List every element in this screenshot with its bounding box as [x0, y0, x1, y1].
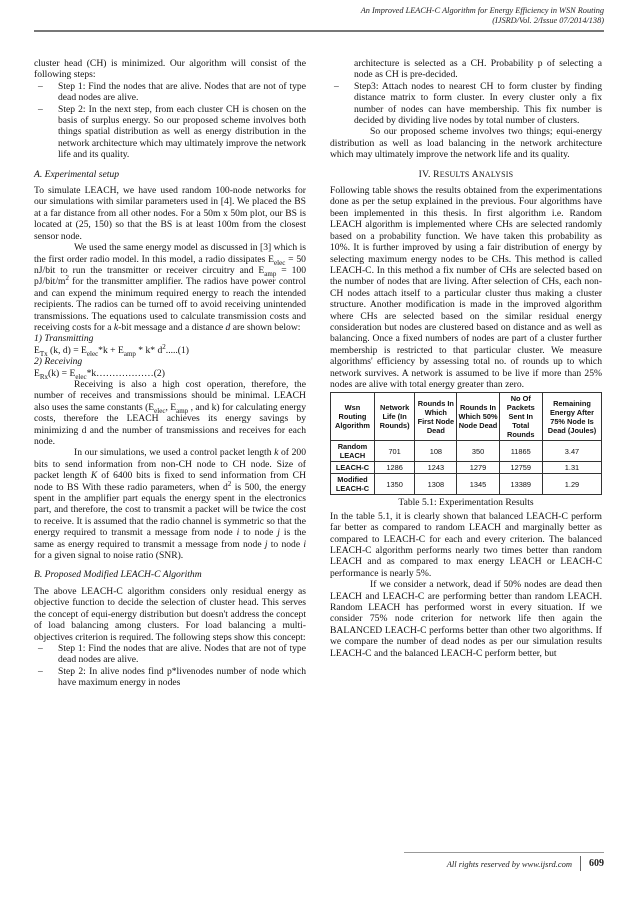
table-cell: LEACH-C — [331, 462, 375, 474]
paragraph: If we consider a network, dead if 50% nodes are dead then LEACH and LEACH-C are performing better than random LEACH. Random LEACH has performed worst in every situation. If we consider 75% node criterion for network life then again the BALANCED LEACH-C performs better than other two algorithms. If we compare the number of dead nodes as per our simulation results LEACH-C and the balanced LEACH-C perform better, but — [330, 579, 602, 659]
table-cell: 1350 — [374, 474, 414, 495]
paragraph-results: Following table shows the results obtained from the experimentations done as per the setup explained in the previous. Four algorithms have been implemented in this thesis. In first algorithm i.e. Random LEACH algorithm is implemented where CHs are selected randomly based on a probability function. We have taken this probability as 10%. It is further improved by using a fair distribution of energy by selecting maximum energy nodes to be CHs. This method is called LEACH-C. In this method a fix number of CHs are selected based on the number of nodes that are living. After selection of CHs, each non-CH nodes attach itself to a particular cluster thus making a cluster structure. Another modification is made in the improved algorithm where CHs are selected based on the similar residual energy consideration but nodes are clustered based on distance and as well as balancing. Once a fixed numbers of nodes are part of a cluster further membership is restricted to that particular cluster. We measure algorithms' efficiency by assessing total no. of rounds up to which network survives. A network is assumed to be live if more than 25% nodes are alive with total energy greater than zero. — [330, 185, 602, 390]
column-header: Network Life (In Rounds) — [374, 393, 414, 441]
table-header-row — [331, 393, 602, 441]
table-cell: 1.29 — [542, 474, 601, 495]
paragraph: So our proposed scheme involves two things; equi-energy distribution as well as load balancing in the network architecture which may ultimately improve the network life and its quality. — [330, 126, 602, 161]
column-header: Rounds In Which 50% Node Dead — [457, 393, 499, 441]
list-item: – Step 2: In the next step, from each cluster CH is chosen on the basis of surplus energy. So our proposed scheme involves both things spatial distribution as well as energy distribution in the network architecture which may ultimately improve the network life and its quality. — [38, 103, 306, 161]
subheading-transmitting: 1) Transmitting — [34, 333, 94, 345]
step-list-1 — [34, 81, 306, 161]
table-cell: 108 — [415, 441, 457, 462]
footer-rule — [404, 852, 604, 853]
section-heading-proposed: B. Proposed Modified LEACH-C Algorithm — [34, 569, 202, 581]
paragraph: In the table 5.1, it is clearly shown that balanced LEACH-C perform far better as compared to random LEACH and marginally better as compared to LEACH-C for each and every criterion. The balanced LEACH-C algorithm performs nearly two times better than random LEACH and as compared to max energy LEACH or LEACH-C performance is nearly 5%. — [330, 510, 602, 579]
table-caption: Table 5.1: Experimentation Results — [398, 497, 534, 509]
dash-bullet-icon: – — [38, 103, 43, 115]
equation-2: $E_{Rx}(k)$ = $E_{elec}*k\dots\dots\dots\dots\dots\dots(2)$ — [34, 367, 165, 381]
table-cell: Modified LEACH-C — [331, 474, 375, 495]
table-cell: 13389 — [499, 474, 542, 495]
table-cell: 1279 — [457, 462, 499, 474]
running-header — [361, 6, 604, 26]
column-header: Rounds In Which First Node Dead — [415, 393, 457, 441]
step-list-2 — [34, 643, 306, 689]
equation-1: $E_{Tx}$ (k, $d) = E_{elec}*k + E_{amp} * k*$ $d^2.....(1)$ — [34, 342, 189, 358]
table-cell: 1.31 — [542, 462, 601, 474]
list-item: – Step 2: In alive nodes find p*livenodes number of node which have maximum energy in nodes — [38, 665, 306, 689]
list-item: – Step 1: Find the nodes that are alive. Nodes that are not of type dead nodes are alive. — [38, 642, 306, 666]
table-cell: Random LEACH — [331, 441, 375, 462]
column-header: No Of Packets Sent In Total Rounds — [499, 393, 542, 441]
footer-rights-text: All rights reserved by www.ijsrd.com — [446, 858, 572, 869]
page-number: 609 — [580, 856, 604, 871]
header-title: An Improved LEACH-C Algorithm for Energy Efficiency in WSN Routing — [360, 6, 604, 15]
header-volume: (IJSRD/Vol. 2/Issue 07/2014/138) — [492, 16, 604, 25]
table-row — [331, 474, 602, 495]
table-cell: 1243 — [415, 462, 457, 474]
table-cell: 701 — [374, 441, 414, 462]
dash-bullet-icon: – — [334, 80, 339, 92]
table-cell: 12759 — [499, 462, 542, 474]
table-row — [331, 462, 602, 474]
table-cell: 11865 — [499, 441, 542, 462]
table-row — [331, 441, 602, 462]
intro-paragraph: cluster head (CH) is minimized. Our algorithm will consist of the following steps: — [34, 58, 306, 81]
paragraph: The above LEACH-C algorithm considers only residual energy as objective function to decide the selection of cluster head. This serves the concept of equi-energy distribution but doesn't address the concept of load balancing among clusters. For load balancing a multi-objectives criterion is required. The following steps show this concept: — [34, 585, 306, 643]
right-column — [330, 58, 602, 659]
table-cell: 1286 — [374, 462, 414, 474]
left-column — [34, 58, 306, 689]
table-cell: 350 — [457, 441, 499, 462]
dash-bullet-icon: – — [38, 665, 43, 677]
paragraph-energy-model: We used the same energy model as discussed in [3] which is the first order radio model. In this model, a radio dissipates $E_{elec} = 50$ nJ/bit to run the transmitter or receiver circuitry and $E_{amp} = 100$ $pJ/bit/m^2$ for the transmitter amplifier. The radios have power control and can expend the minimum required energy to reach the intended recipients. The radios can be turned off to avoid receiving unintended transmissions. The equations used to calculate transmission costs and receiving costs for a k-bit message and a distance d are shown below: — [34, 242, 306, 333]
paragraph-simulations: In our simulations, we used a control packet length k of 200 bits to send information from non-CH node to CH node. Size of packet length K of 6400 bits is fixed to send information from CH node to BS With these radio parameters, when $d^2$ is 500, the energy spent in the amplifier part equals the energy spent in the electronics part, and therefore, the cost to transmit a packet will be twice the cost to receive. It is assumed that the radio channel is symmetric so that the energy required to transmit a message from node i to node j is the same as energy required to transmit a message from node j to node i for a given signal to noise ratio (SNR). — [34, 447, 307, 562]
results-table — [330, 392, 602, 495]
list-item: – Step3: Attach nodes to nearest CH to form cluster by finding distance matrix to form cluster. In every cluster only a fix number of nodes can have membership. This fix number is decided by dividing live nodes by total number of clusters. — [334, 80, 602, 127]
dash-bullet-icon: – — [38, 80, 43, 92]
list-item: architecture is selected as a CH. Probability p of selecting a node as CH is pre-decided. — [354, 58, 602, 81]
table-cell: 1308 — [415, 474, 457, 495]
table-cell: 3.47 — [542, 441, 601, 462]
page-footer — [447, 856, 604, 871]
dash-bullet-icon: – — [38, 642, 43, 654]
paragraph: To simulate LEACH, we have used random 100-node networks for our simulations with similar parameters used in [4]. We placed the BS at a far distance from all other nodes. For a 50m x 50m plot, our BS is located at (25, 150) so that the BS is at least 100m from the closest sensor node. — [34, 185, 306, 242]
step-list-2-continued — [330, 58, 602, 126]
column-header: Wsn Routing Algorithm — [331, 393, 375, 441]
section-heading-results: IV. RESULTS ANALYSIS — [418, 168, 514, 180]
paragraph-receiving-cost: Receiving is also a high cost operation, therefore, the number of receives and transmissions should be minimal. LEACH also uses the same constants ($E_{elec}$, $E_{amp}$ , and k) for calculating energy costs, therefore the LEACH achieves its energy savings by minimizing d and the number of transmissions and receives for each node. — [34, 378, 307, 447]
table-cell: 1345 — [457, 474, 499, 495]
list-item: – Step 1: Find the nodes that are alive. Nodes that are not of type dead nodes are alive. — [38, 80, 306, 104]
subheading-receiving: 2) Receiving — [34, 356, 83, 368]
section-heading-experimental-setup: A. Experimental setup — [34, 168, 119, 180]
header-rule — [34, 30, 604, 32]
column-header: Remaining Energy After 75% Node Is Dead (Joules) — [542, 393, 601, 441]
